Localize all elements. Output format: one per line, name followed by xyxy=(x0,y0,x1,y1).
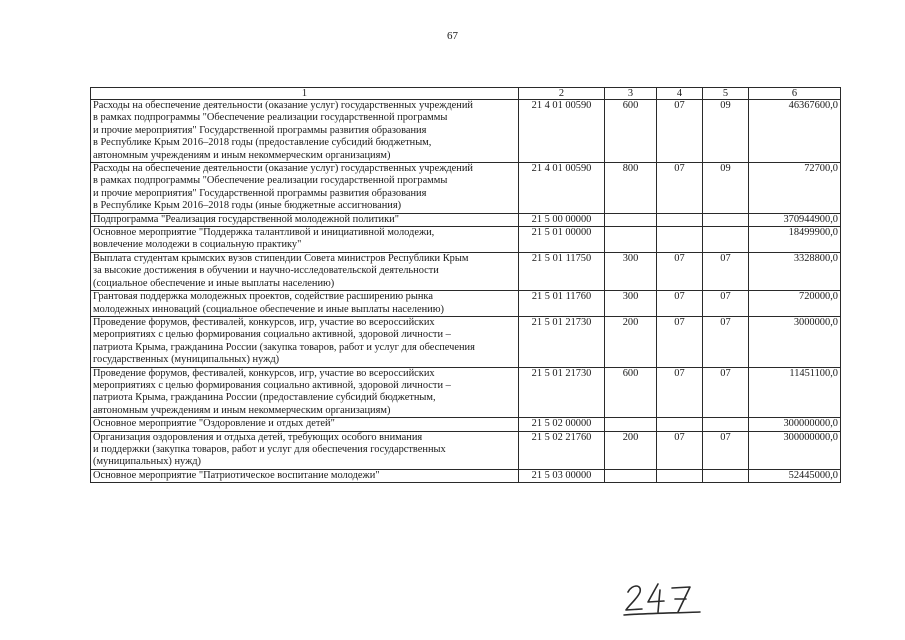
row-section: 07 xyxy=(657,291,703,317)
description-line: за высокие достижения в обучении и научно-исследовательской деятельности xyxy=(93,265,439,277)
description-line: Грантовая поддержка молодежных проектов, содействие расширению рынка xyxy=(93,291,433,303)
row-target-code: 21 5 00 00000 xyxy=(519,213,605,226)
row-description xyxy=(91,418,519,431)
row-expense-type: 200 xyxy=(605,431,657,469)
description-line: и поддержки (закупка товаров, работ и услуг для обеспечения государственных xyxy=(93,443,446,455)
header-col-2: 2 xyxy=(519,88,605,100)
row-expense-type xyxy=(605,213,657,226)
row-target-code: 21 5 01 11760 xyxy=(519,291,605,317)
row-subsection: 07 xyxy=(703,291,749,317)
row-subsection xyxy=(703,418,749,431)
description-line: в рамках подпрограммы "Обеспечение реализации государственной программы xyxy=(93,112,448,124)
description-line: Проведение форумов, фестивалей, конкурсов, игр, участие во всероссийских xyxy=(93,367,435,379)
row-expense-type: 300 xyxy=(605,291,657,317)
row-amount: 720000,0 xyxy=(749,291,841,317)
description-line: Основное мероприятие "Поддержка талантливой и инициативной молодежи, xyxy=(93,227,435,239)
row-section: 07 xyxy=(657,431,703,469)
row-subsection: 09 xyxy=(703,100,749,163)
row-amount: 300000000,0 xyxy=(749,418,841,431)
row-description xyxy=(91,469,519,482)
description-line: Основное мероприятие "Патриотическое воспитание молодежи" xyxy=(93,469,380,481)
row-amount: 11451100,0 xyxy=(749,367,841,418)
header-col-5: 5 xyxy=(703,88,749,100)
row-amount: 72700,0 xyxy=(749,163,841,214)
row-expense-type: 600 xyxy=(605,367,657,418)
row-target-code: 21 5 02 00000 xyxy=(519,418,605,431)
row-section: 07 xyxy=(657,252,703,290)
table-row xyxy=(91,316,841,367)
row-section xyxy=(657,227,703,253)
header-col-3: 3 xyxy=(605,88,657,100)
description-line: патриота Крыма, гражданина России (закупка товаров, работ и услуг для обеспечения xyxy=(93,341,475,353)
row-expense-type: 200 xyxy=(605,316,657,367)
row-section: 07 xyxy=(657,316,703,367)
description-line: мероприятиях с целью формирования социально активной, здоровой личности – xyxy=(93,379,451,391)
table-row xyxy=(91,418,841,431)
row-subsection xyxy=(703,227,749,253)
handwritten-page-mark xyxy=(620,578,710,618)
row-description xyxy=(91,316,519,367)
row-expense-type xyxy=(605,469,657,482)
table-row xyxy=(91,291,841,317)
row-amount: 3328800,0 xyxy=(749,252,841,290)
description-line: государственных (муниципальных) нужд) xyxy=(93,354,280,366)
row-section: 07 xyxy=(657,100,703,163)
row-subsection: 07 xyxy=(703,316,749,367)
row-section: 07 xyxy=(657,367,703,418)
description-line: в рамках подпрограммы "Обеспечение реализации государственной программы xyxy=(93,175,448,187)
budget-table xyxy=(90,87,841,483)
row-target-code: 21 4 01 00590 xyxy=(519,163,605,214)
row-description xyxy=(91,367,519,418)
table-row xyxy=(91,367,841,418)
row-description xyxy=(91,252,519,290)
row-subsection: 07 xyxy=(703,431,749,469)
row-description xyxy=(91,100,519,163)
row-description xyxy=(91,227,519,253)
description-line: в Республике Крым 2016–2018 годы (иные бюджетные ассигнования) xyxy=(93,200,402,212)
row-target-code: 21 5 02 21760 xyxy=(519,431,605,469)
description-line: и прочие мероприятия" Государственной программы развития образования xyxy=(93,187,427,199)
description-line: Основное мероприятие "Оздоровление и отдых детей" xyxy=(93,418,335,430)
row-section xyxy=(657,213,703,226)
row-expense-type: 300 xyxy=(605,252,657,290)
table-body xyxy=(91,100,841,483)
row-expense-type: 800 xyxy=(605,163,657,214)
description-line: патриота Крыма, гражданина России (предоставление субсидий бюджетным, xyxy=(93,392,436,404)
table-row xyxy=(91,163,841,214)
header-col-4: 4 xyxy=(657,88,703,100)
description-line: Расходы на обеспечение деятельности (оказание услуг) государственных учреждений xyxy=(93,163,473,175)
description-line: вовлечение молодежи в социальную практику" xyxy=(93,239,302,251)
row-subsection: 07 xyxy=(703,252,749,290)
header-col-1: 1 xyxy=(91,88,519,100)
table-row xyxy=(91,100,841,163)
description-line: Организация оздоровления и отдыха детей, требующих особого внимания xyxy=(93,431,423,443)
description-line: и прочие мероприятия" Государственной программы развития образования xyxy=(93,124,427,136)
row-description xyxy=(91,291,519,317)
description-line: автономным учреждениям и иным некоммерческим организациям) xyxy=(93,149,391,161)
row-description xyxy=(91,163,519,214)
row-section xyxy=(657,469,703,482)
description-line: Расходы на обеспечение деятельности (оказание услуг) государственных учреждений xyxy=(93,100,473,111)
row-target-code: 21 5 01 00000 xyxy=(519,227,605,253)
table-row xyxy=(91,252,841,290)
page-number: 67 xyxy=(447,30,458,42)
row-expense-type xyxy=(605,227,657,253)
header-col-6: 6 xyxy=(749,88,841,100)
row-amount: 370944900,0 xyxy=(749,213,841,226)
row-subsection xyxy=(703,469,749,482)
row-subsection xyxy=(703,213,749,226)
description-line: Подпрограмма "Реализация государственной молодежной политики" xyxy=(93,213,399,225)
table-row xyxy=(91,213,841,226)
table-row xyxy=(91,227,841,253)
description-line: (муниципальных) нужд) xyxy=(93,456,202,468)
table-header xyxy=(91,88,841,100)
row-expense-type: 600 xyxy=(605,100,657,163)
row-section: 07 xyxy=(657,163,703,214)
row-subsection: 07 xyxy=(703,367,749,418)
row-target-code: 21 5 01 21730 xyxy=(519,367,605,418)
row-section xyxy=(657,418,703,431)
row-amount: 300000000,0 xyxy=(749,431,841,469)
description-line: Выплата студентам крымских вузов стипендии Совета министров Республики Крым xyxy=(93,252,469,264)
row-target-code: 21 4 01 00590 xyxy=(519,100,605,163)
description-line: в Республике Крым 2016–2018 годы (предоставление субсидий бюджетным, xyxy=(93,137,432,149)
row-expense-type xyxy=(605,418,657,431)
description-line: молодежных инноваций (социальное обеспечение и иные выплаты населению) xyxy=(93,303,444,315)
row-target-code: 21 5 03 00000 xyxy=(519,469,605,482)
row-amount: 18499900,0 xyxy=(749,227,841,253)
description-line: Проведение форумов, фестивалей, конкурсов, игр, участие во всероссийских xyxy=(93,316,435,328)
description-line: мероприятиях с целью формирования социально активной, здоровой личности – xyxy=(93,329,451,341)
table-row xyxy=(91,469,841,482)
table-row xyxy=(91,431,841,469)
row-target-code: 21 5 01 11750 xyxy=(519,252,605,290)
row-description xyxy=(91,213,519,226)
row-amount: 52445000,0 xyxy=(749,469,841,482)
description-line: автономным учреждениям и иным некоммерческим организациям) xyxy=(93,404,391,416)
row-amount: 46367600,0 xyxy=(749,100,841,163)
row-target-code: 21 5 01 21730 xyxy=(519,316,605,367)
row-amount: 3000000,0 xyxy=(749,316,841,367)
description-line: (социальное обеспечение и иные выплаты населению) xyxy=(93,277,335,289)
row-subsection: 09 xyxy=(703,163,749,214)
row-description xyxy=(91,431,519,469)
